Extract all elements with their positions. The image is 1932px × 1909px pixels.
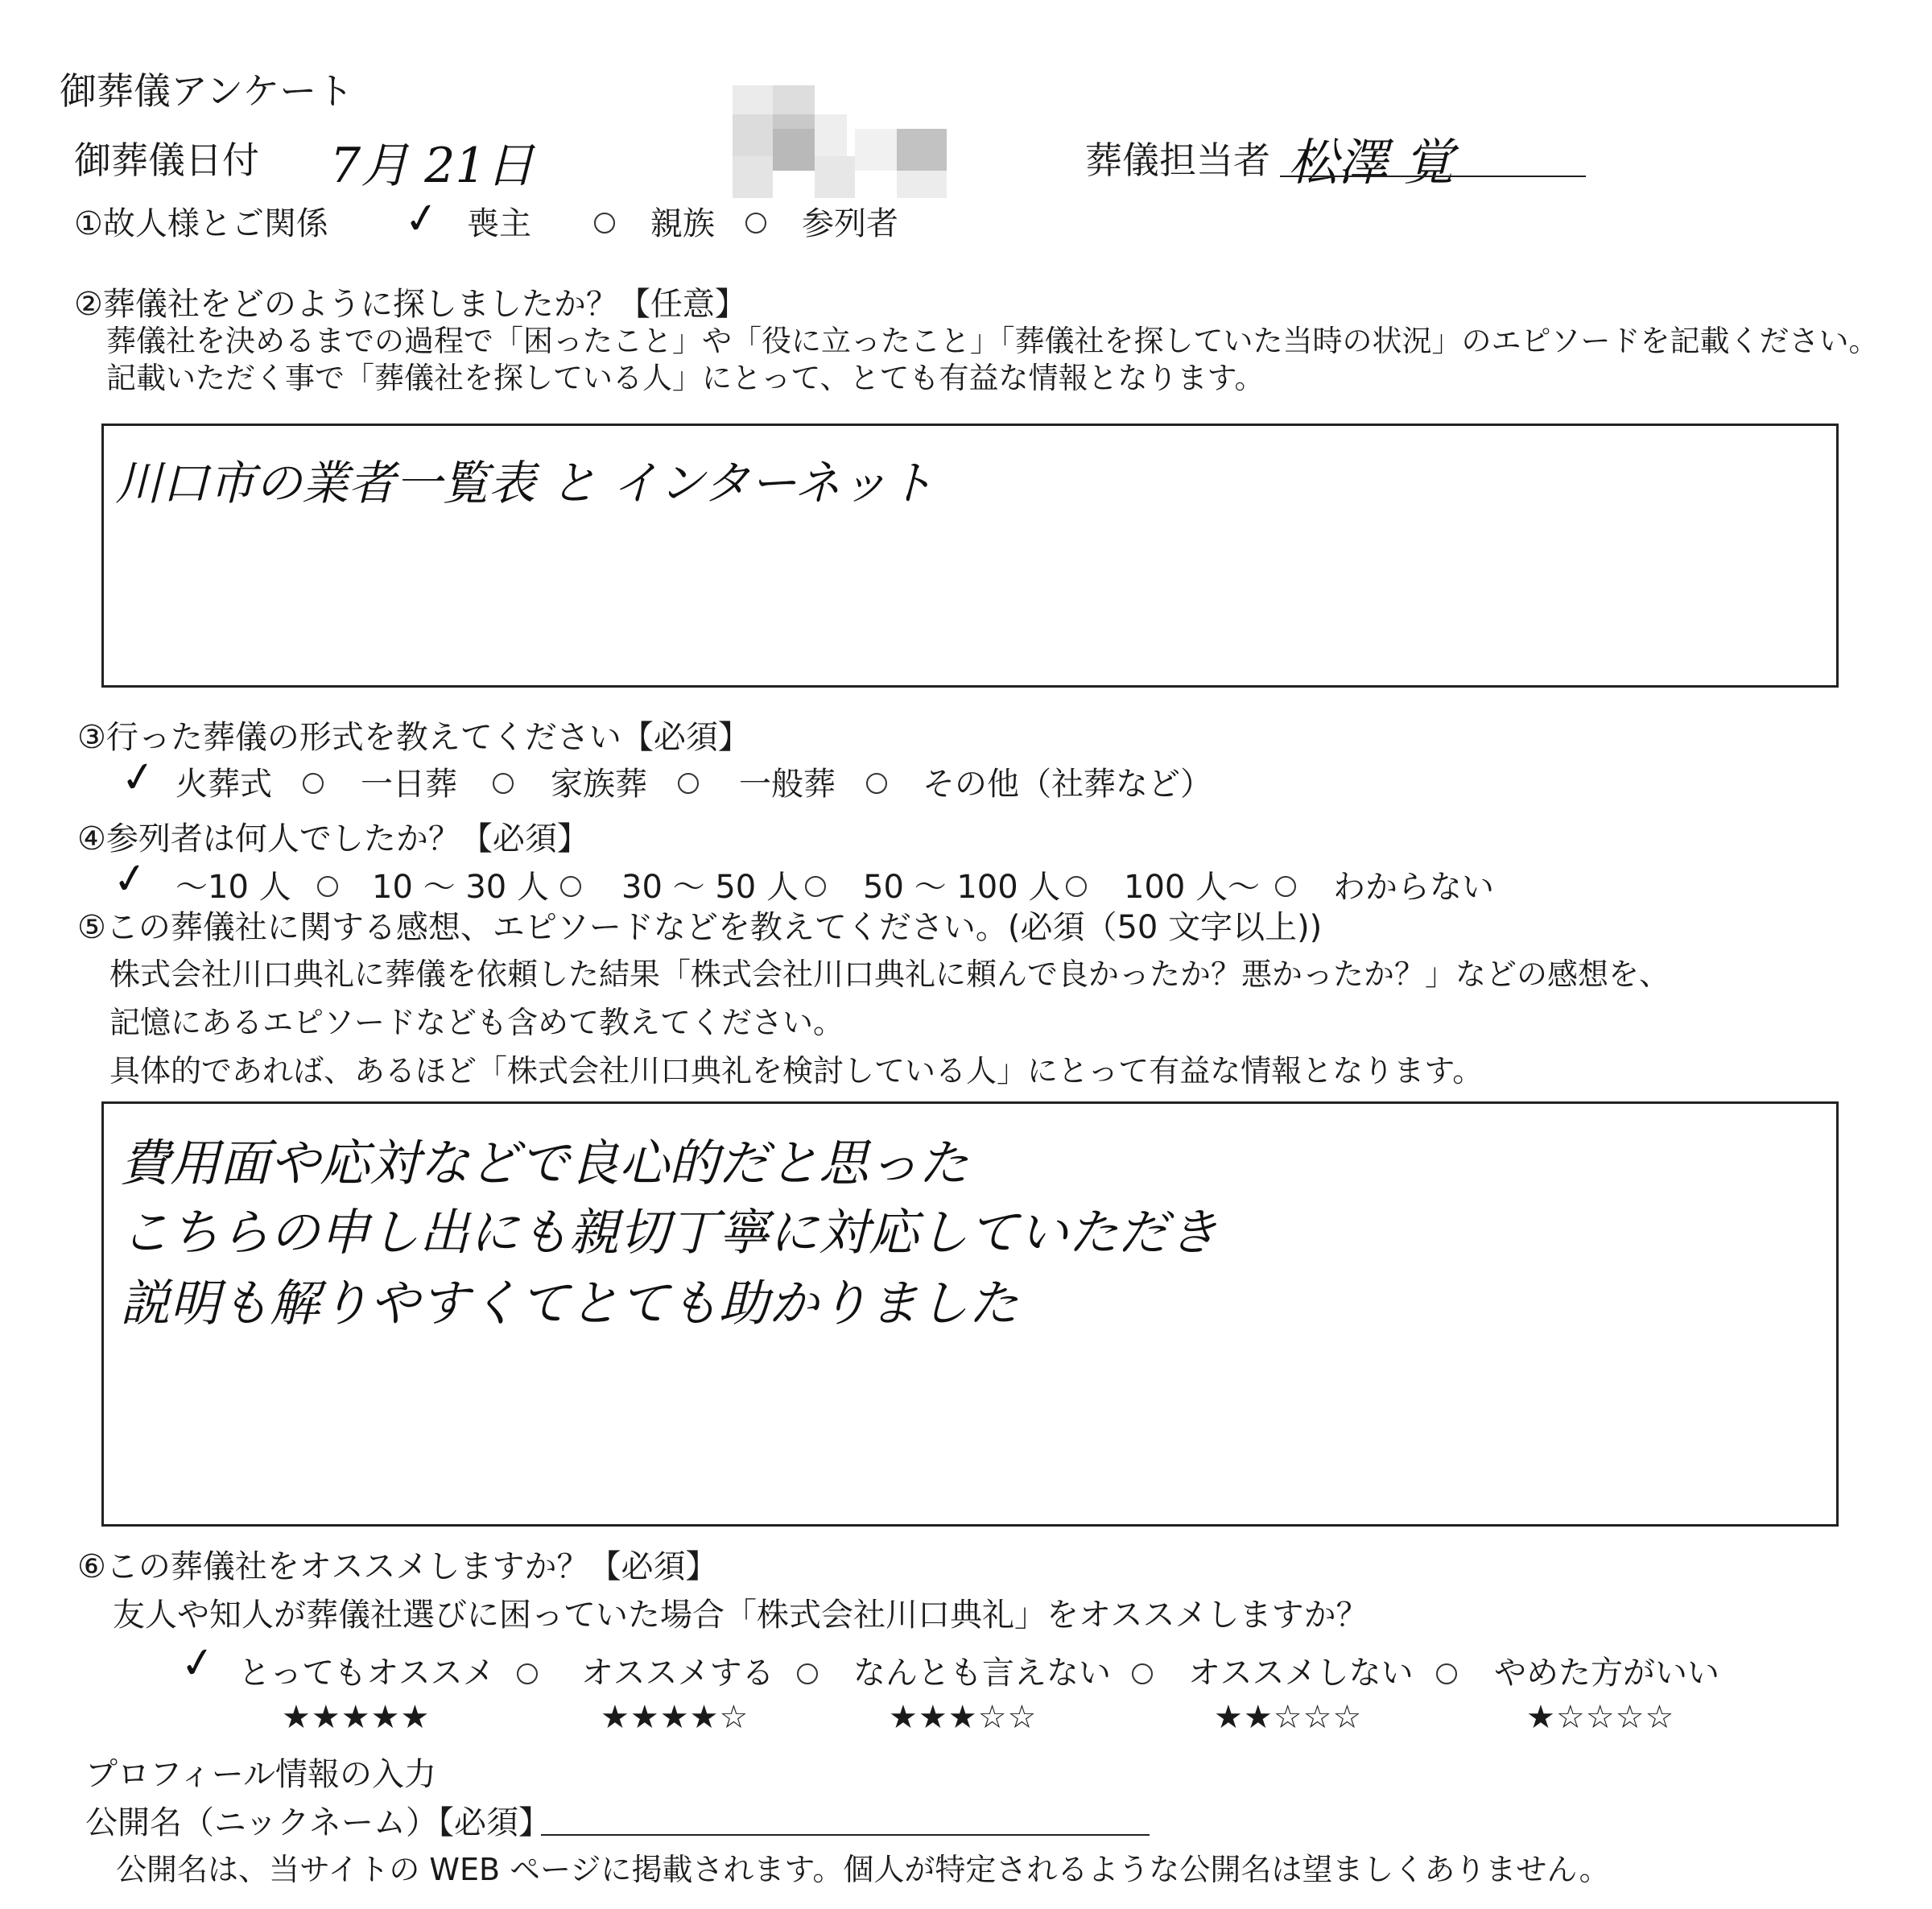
q3-label: ③行った葬儀の形式を教えてください【必須】 <box>77 719 750 756</box>
date-label: 御葬儀日付 <box>74 138 259 182</box>
q3-radio-one-day[interactable] <box>303 773 324 794</box>
profile-heading: プロフィール情報の入力 <box>85 1756 436 1793</box>
q2-answer-text: 川口市の業者一覧表 と インターネット <box>115 456 935 510</box>
q5-description-3: 具体的であれば、あるほど「株式会社川口典礼を検討している人」にとって有益な情報となります。 <box>109 1053 1484 1089</box>
q6-description: 友人や知人が葬儀社選びに困っていた場合「株式会社川口典礼」をオススメしますか？ <box>113 1597 1368 1634</box>
q3-radio-other[interactable] <box>866 773 887 794</box>
nickname-label: 公開名（ニックネーム）【必須】 <box>85 1804 551 1841</box>
q2-answer-box[interactable] <box>101 424 1839 688</box>
q5-description-2: 記憶にあるエピソードなども含めて教えてください。 <box>109 1005 844 1040</box>
q3-option-general[interactable]: 一般葬 <box>739 766 836 803</box>
q5-label: ⑤この葬儀社に関する感想、エピソードなどを教えてください。(必須（50 文字以上)) <box>77 909 1323 946</box>
q4-radio-over-100[interactable] <box>1066 876 1087 897</box>
nickname-note: 公開名は、当サイトの WEB ページに掲載されます。個人が特定されるような公開名は望ましくありません。 <box>116 1852 1610 1887</box>
q6-option-highly-recommend[interactable]: とってもオススメ <box>238 1655 495 1692</box>
q2-description-2: 記載いただく事で「葬儀社を探している人」にとって、とても有益な情報となります。 <box>106 361 1265 395</box>
q6-option-not-recommend[interactable]: オススメしない <box>1188 1655 1414 1692</box>
q6-radio-neutral[interactable] <box>797 1663 818 1684</box>
q3-option-cremation[interactable]: 火葬式 <box>175 766 272 803</box>
q4-radio-unknown[interactable] <box>1275 876 1296 897</box>
q3-radio-general[interactable] <box>678 773 699 794</box>
q2-label: ②葬儀社をどのように探しましたか？【任意】 <box>74 286 747 323</box>
q1-radio-relative[interactable] <box>594 213 615 233</box>
nickname-field[interactable] <box>541 1797 1150 1836</box>
q5-answer-line-2: こちらの申し出にも親切丁寧に対応していただき <box>120 1203 1219 1262</box>
q1-check-mark: ✓ <box>401 192 443 246</box>
q5-answer-line-3: 説明も解りやすくてとても助かりました <box>120 1274 1019 1333</box>
q1-option-attendee[interactable]: 参列者 <box>802 205 898 242</box>
q6-stars-5: ★★★★★ <box>282 1699 431 1736</box>
q1-option-relative[interactable]: 親族 <box>650 205 715 242</box>
q4-option-30-50[interactable]: 30 ～ 50 人 <box>621 869 799 906</box>
q5-description-1: 株式会社川口典礼に葬儀を依頼した結果「株式会社川口典礼に頼んで良かったか？悪かったか？」などの感想を、 <box>109 957 1670 992</box>
q4-radio-50-100[interactable] <box>805 876 826 897</box>
q4-label: ④参列者は何人でしたか？【必須】 <box>77 820 589 857</box>
q4-radio-10-30[interactable] <box>317 876 338 897</box>
q4-option-unknown[interactable]: わからない <box>1333 869 1494 906</box>
q3-option-one-day[interactable]: 一日葬 <box>361 766 457 803</box>
q1-radio-attendee[interactable] <box>745 213 766 233</box>
q6-label: ⑥この葬儀社をオススメしますか？【必須】 <box>77 1548 718 1585</box>
q6-stars-3: ★★★☆☆ <box>889 1699 1038 1736</box>
q6-stars-1: ★☆☆☆☆ <box>1526 1699 1675 1736</box>
q4-option-10-30[interactable]: 10 ～ 30 人 <box>372 869 549 906</box>
q4-option-50-100[interactable]: 50 ～ 100 人 <box>863 869 1061 906</box>
q6-radio-avoid[interactable] <box>1436 1663 1457 1684</box>
q4-radio-30-50[interactable] <box>560 876 581 897</box>
q1-option-mourner[interactable]: 喪主 <box>467 205 531 242</box>
form-title: 御葬儀アンケート <box>60 69 354 113</box>
q6-option-neutral[interactable]: なんとも言えない <box>853 1655 1111 1692</box>
q5-answer-line-1: 費用面や応対などで良心的だと思った <box>120 1134 969 1192</box>
q6-option-avoid[interactable]: やめた方がいい <box>1494 1655 1719 1692</box>
q6-stars-2: ★★☆☆☆ <box>1214 1699 1363 1736</box>
q6-check-mark: ✓ <box>177 1637 219 1690</box>
q6-stars-4: ★★★★☆ <box>601 1699 749 1736</box>
q3-option-family[interactable]: 家族葬 <box>551 766 647 803</box>
q4-check-mark: ✓ <box>109 853 151 906</box>
q6-option-recommend[interactable]: オススメする <box>581 1655 774 1692</box>
q1-label: ①故人様とご関係 <box>74 205 328 242</box>
q5-answer-box[interactable] <box>101 1101 1839 1527</box>
staff-label: 葬儀担当者 <box>1085 138 1270 182</box>
q4-option-over-100[interactable]: 100 人～ <box>1124 869 1261 906</box>
staff-name[interactable]: 松澤 覚 <box>1288 133 1454 192</box>
q6-radio-not-recommend[interactable] <box>1132 1663 1153 1684</box>
date-value[interactable]: 7月 21日 <box>330 138 535 194</box>
q6-radio-recommend[interactable] <box>517 1663 538 1684</box>
redacted-area <box>733 85 947 198</box>
q2-description-1: 葬儀社を決めるまでの過程で「困ったこと」や「役に立ったこと」「葬儀社を探していた当時の状況」のエピソードを記載ください。 <box>106 324 1879 358</box>
q3-check-mark: ✓ <box>118 751 159 804</box>
staff-underline <box>1280 176 1586 177</box>
q4-option-under-10[interactable]: ～10 人 <box>175 869 291 906</box>
q3-radio-family[interactable] <box>493 773 514 794</box>
q3-option-other[interactable]: その他（社葬など） <box>923 766 1212 803</box>
